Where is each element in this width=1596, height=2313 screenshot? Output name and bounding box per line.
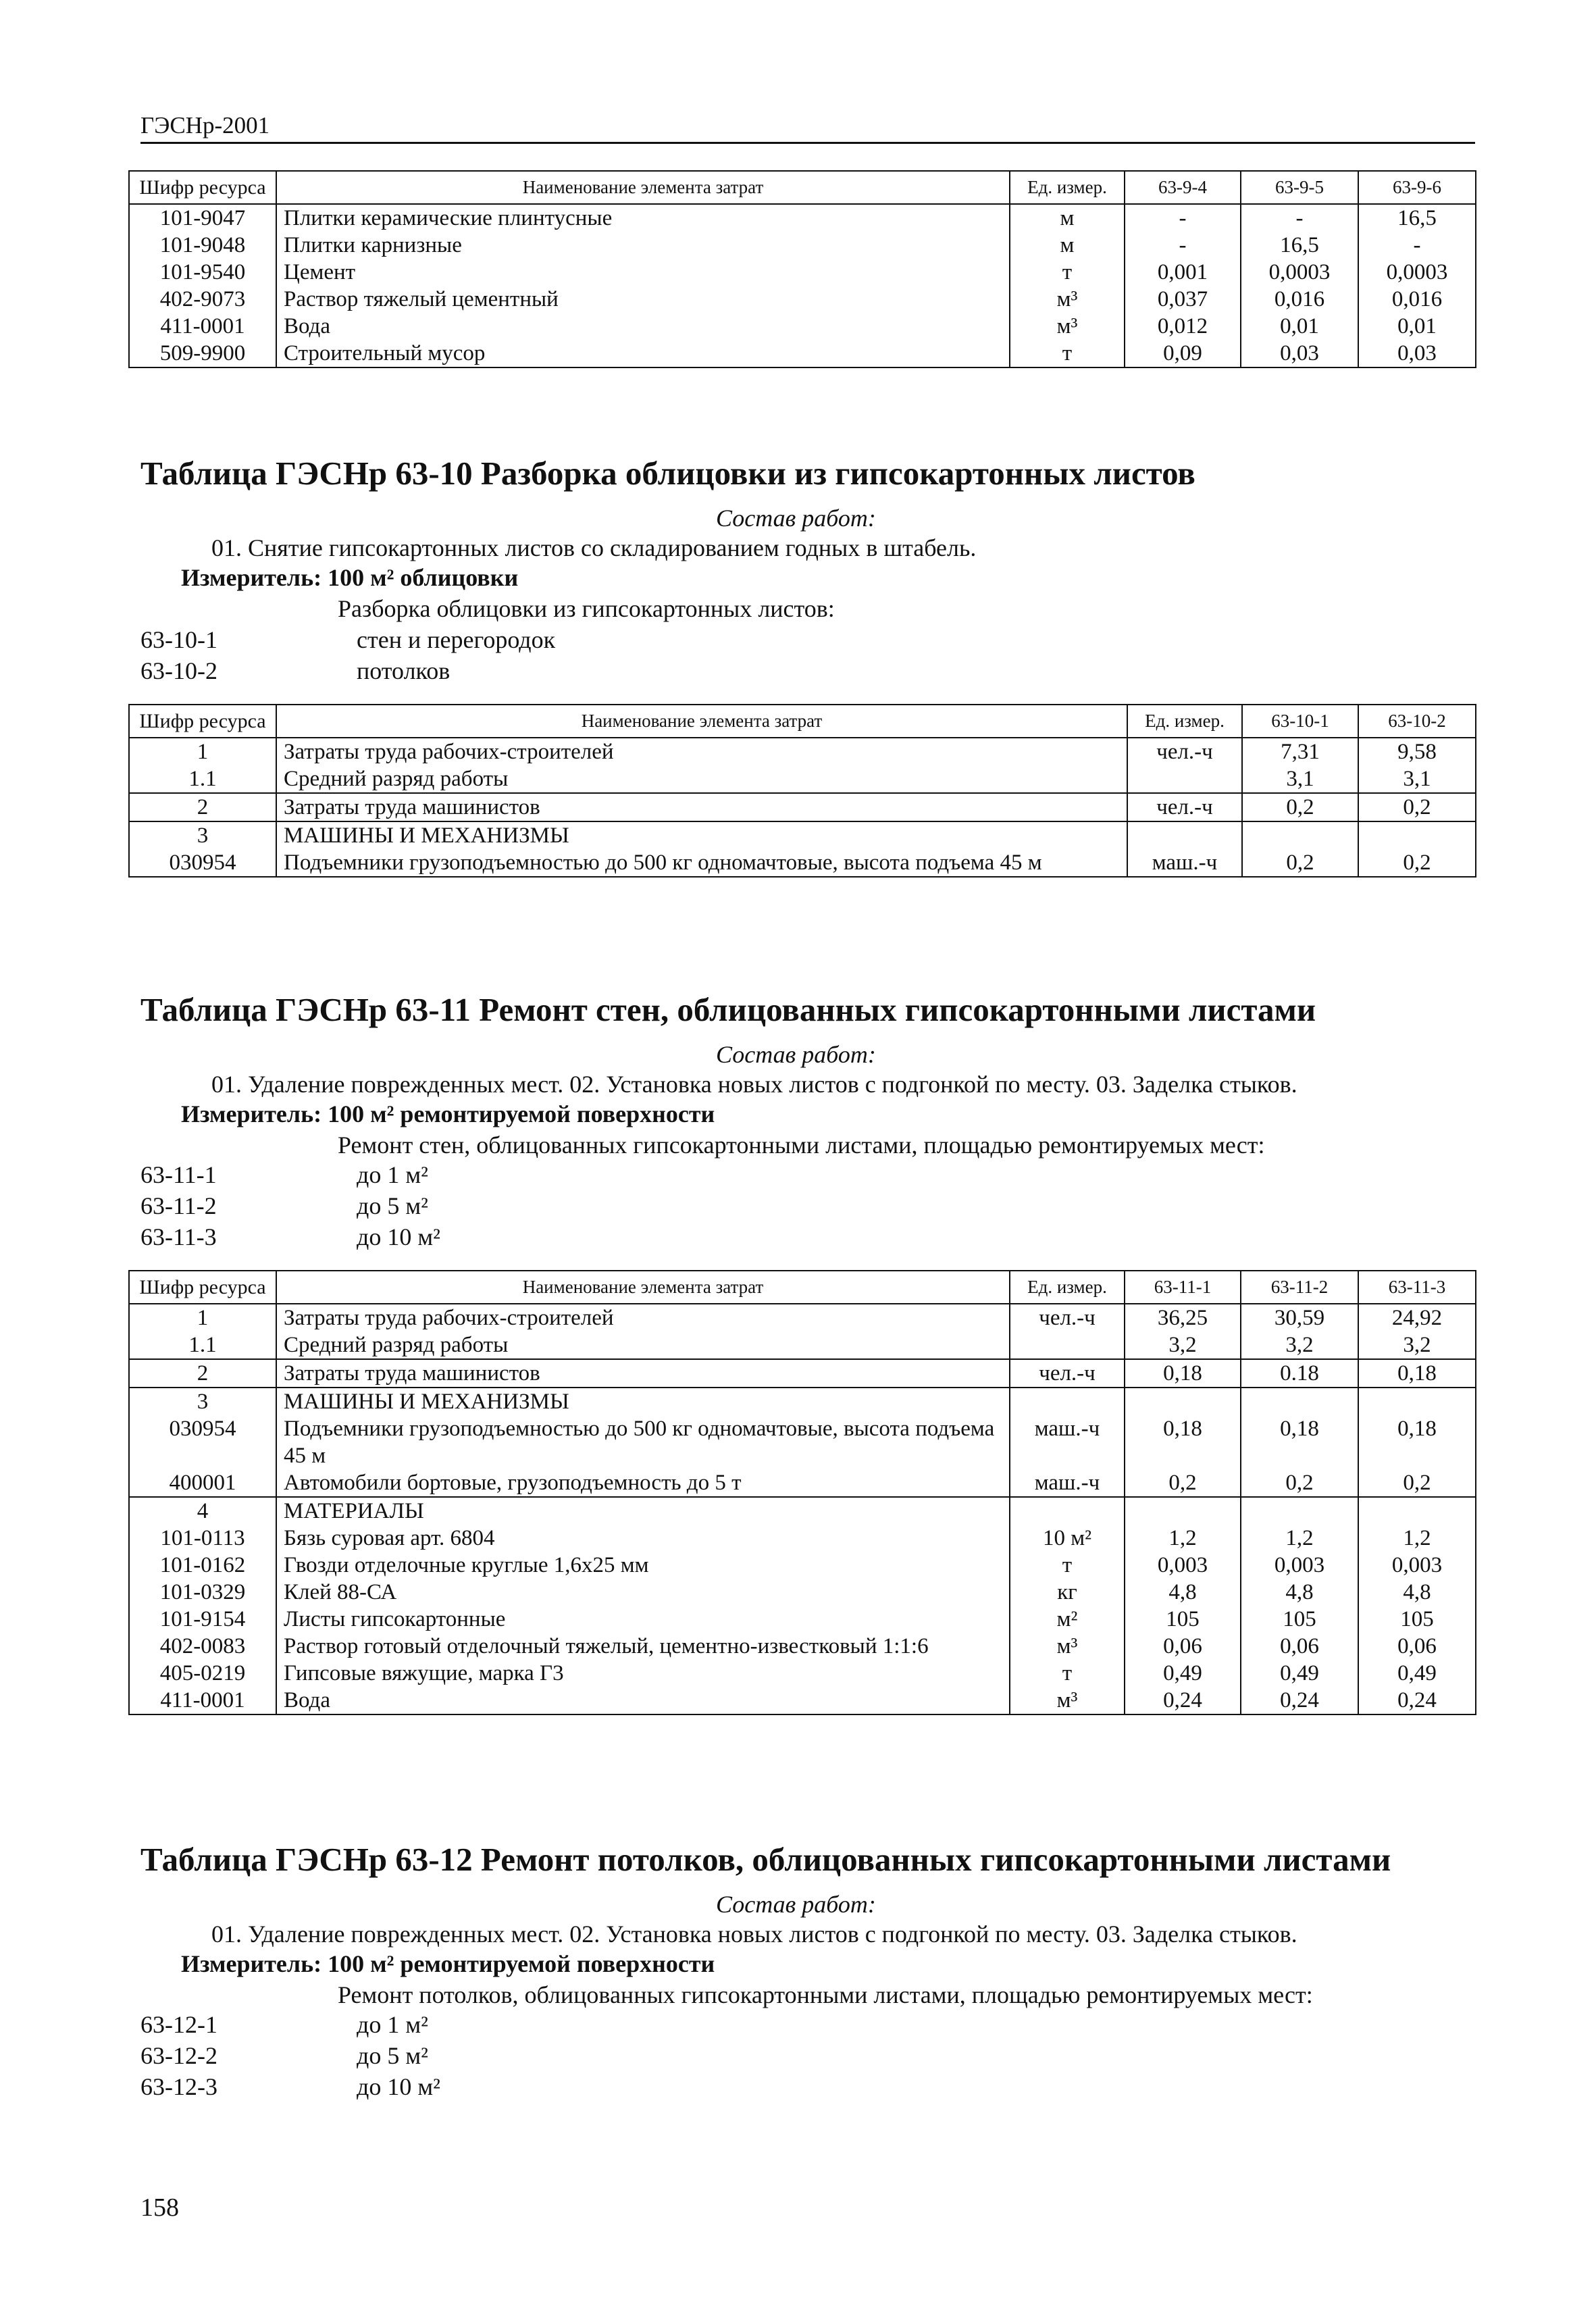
section-title: Таблица ГЭСНр 63-10 Разборка облицовки из гипсокартонных листов [140, 455, 1195, 492]
cell: 3,1 [1358, 765, 1476, 793]
cell: 0,01 [1358, 313, 1476, 340]
cell: Вода [276, 1687, 1010, 1714]
cell: 0,06 [1358, 1633, 1476, 1660]
cell: 0,2 [1242, 849, 1358, 877]
cell: 101-9154 [129, 1606, 276, 1633]
cell: Средний разряд работы [276, 1331, 1010, 1359]
cell: т [1010, 340, 1125, 367]
cell: - [1125, 204, 1241, 232]
cell: Гвозди отделочные круглые 1,6х25 мм [276, 1552, 1010, 1579]
cell: т [1010, 1552, 1125, 1579]
cell: 0,18 [1358, 1359, 1476, 1388]
cell: 0.18 [1241, 1359, 1358, 1388]
table-row [129, 1388, 1476, 1415]
works-label: Состав работ: [716, 1041, 876, 1068]
code-label: 63-12-1 [140, 2011, 217, 2038]
cell: маш.-ч [1010, 1469, 1125, 1497]
cell: м³ [1010, 1687, 1125, 1714]
cell: 0,2 [1358, 793, 1476, 821]
works-label: Состав работ: [716, 1891, 876, 1918]
cell: 1.1 [129, 1331, 276, 1359]
cell: 3,2 [1125, 1331, 1241, 1359]
cell: МАТЕРИАЛЫ [276, 1497, 1010, 1525]
table-row [129, 204, 1476, 232]
cell: 0,003 [1125, 1552, 1241, 1579]
works-text: 01. Удаление поврежденных мест. 02. Установка новых листов с подгонкой по месту. 03. Заделка стыков. [211, 1071, 1297, 1098]
cell: Раствор тяжелый цементный [276, 286, 1010, 313]
cell: 509-9900 [129, 340, 276, 367]
meter-text: Измеритель: 100 м² ремонтируемой поверхности [181, 1100, 715, 1127]
cell [1010, 1331, 1125, 1359]
cell: 0,24 [1241, 1687, 1358, 1714]
cell: Автомобили бортовые, грузоподъемность до 5 т [276, 1469, 1010, 1497]
col-header: Шифр ресурса [129, 705, 276, 738]
cell: - [1358, 232, 1476, 259]
table-63-9 [128, 170, 1476, 368]
cell: 0,06 [1125, 1633, 1241, 1660]
table-row [129, 1525, 1476, 1552]
cell: 400001 [129, 1469, 276, 1497]
cell: 0,003 [1358, 1552, 1476, 1579]
cell: 402-0083 [129, 1633, 276, 1660]
cell: МАШИНЫ И МЕХАНИЗМЫ [276, 821, 1127, 849]
cell: 1 [129, 1304, 276, 1331]
meter-text: Измеритель: 100 м² облицовки [181, 564, 519, 591]
cell: Клей 88-СА [276, 1579, 1010, 1606]
table-row [129, 1606, 1476, 1633]
cell: 3,2 [1358, 1331, 1476, 1359]
col-header: 63-10-1 [1242, 705, 1358, 738]
cell: 0,03 [1358, 340, 1476, 367]
table-row [129, 765, 1476, 793]
table-row [129, 793, 1476, 821]
cell: 0,012 [1125, 313, 1241, 340]
cell: - [1241, 204, 1358, 232]
col-header: 63-11-3 [1358, 1271, 1476, 1304]
cell: 105 [1241, 1606, 1358, 1633]
cell: 0,01 [1241, 313, 1358, 340]
cell: 24,92 [1358, 1304, 1476, 1331]
code-label: 63-11-1 [140, 1161, 217, 1188]
cell: 2 [129, 1359, 276, 1388]
cell: 3,2 [1241, 1331, 1358, 1359]
cell: 101-9047 [129, 204, 276, 232]
cell: 10 м² [1010, 1525, 1125, 1552]
cell: 405-0219 [129, 1660, 276, 1687]
col-header: Шифр ресурса [129, 1271, 276, 1304]
table-row [129, 286, 1476, 313]
cell: 0,18 [1125, 1415, 1241, 1469]
cell: 0,016 [1241, 286, 1358, 313]
cell: 402-9073 [129, 286, 276, 313]
cell: 3 [129, 821, 276, 849]
cell: 0,037 [1125, 286, 1241, 313]
intro-text: Ремонт стен, облицованных гипсокартонными листами, площадью ремонтируемых мест: [338, 1132, 1265, 1159]
code-label: 63-12-2 [140, 2042, 217, 2069]
code-label: 63-10-2 [140, 657, 217, 684]
cell: 101-0162 [129, 1552, 276, 1579]
meter-text: Измеритель: 100 м² ремонтируемой поверхности [181, 1950, 715, 1977]
table-row [129, 1331, 1476, 1359]
col-header: Наименование элемента затрат [276, 1271, 1010, 1304]
cell: Плитки керамические плинтусные [276, 204, 1010, 232]
intro-text: Разборка облицовки из гипсокартонных листов: [338, 595, 835, 622]
cell: 105 [1358, 1606, 1476, 1633]
cell: м [1010, 232, 1125, 259]
cell: Затраты труда рабочих-строителей [276, 1304, 1010, 1331]
cell: 7,31 [1242, 738, 1358, 765]
cell: 411-0001 [129, 313, 276, 340]
cell: 3 [129, 1388, 276, 1415]
cell: чел.-ч [1010, 1359, 1125, 1388]
cell: 101-9048 [129, 232, 276, 259]
code-label: 63-12-3 [140, 2073, 217, 2100]
cell: м² [1010, 1606, 1125, 1633]
table-63-11 [128, 1270, 1476, 1715]
cell: Бязь суровая арт. 6804 [276, 1525, 1010, 1552]
cell: м³ [1010, 313, 1125, 340]
cell: Гипсовые вяжущие, марка Г3 [276, 1660, 1010, 1687]
cell: Строительный мусор [276, 340, 1010, 367]
cell: Средний разряд работы [276, 765, 1127, 793]
cell [1358, 1388, 1476, 1415]
cell: 0,2 [1242, 793, 1358, 821]
cell [1127, 821, 1242, 849]
cell [1127, 765, 1242, 793]
cell: 030954 [129, 849, 276, 877]
cell: м³ [1010, 286, 1125, 313]
table-row [129, 821, 1476, 849]
cell [1358, 821, 1476, 849]
cell: 0,2 [1241, 1469, 1358, 1497]
header-rule [140, 142, 1475, 144]
cell: 4,8 [1125, 1579, 1241, 1606]
col-header: Шифр ресурса [129, 171, 276, 204]
cell [1242, 821, 1358, 849]
cell: 4,8 [1241, 1579, 1358, 1606]
code-label: 63-11-2 [140, 1192, 217, 1219]
cell: 105 [1125, 1606, 1241, 1633]
cell: Цемент [276, 259, 1010, 286]
cell: 0,24 [1358, 1687, 1476, 1714]
code-description: до 1 м² [357, 2011, 428, 2038]
table-row [129, 1552, 1476, 1579]
cell: 0,06 [1241, 1633, 1358, 1660]
cell: 30,59 [1241, 1304, 1358, 1331]
table-row [129, 1579, 1476, 1606]
table-row [129, 1469, 1476, 1497]
cell [1358, 1497, 1476, 1525]
running-header: ГЭСНр-2001 [140, 112, 270, 138]
cell [1241, 1497, 1358, 1525]
cell: 0,0003 [1358, 259, 1476, 286]
cell: 1.1 [129, 765, 276, 793]
cell: 030954 [129, 1415, 276, 1469]
cell: Листы гипсокартонные [276, 1606, 1010, 1633]
cell: Подъемники грузоподъемностью до 500 кг одномачтовые, высота подъема 45 м [276, 849, 1127, 877]
cell: т [1010, 1660, 1125, 1687]
cell: 0,03 [1241, 340, 1358, 367]
table-row [129, 340, 1476, 367]
cell: маш.-ч [1127, 849, 1242, 877]
page-number: 158 [140, 2193, 179, 2222]
cell [1125, 1388, 1241, 1415]
col-header: 63-11-2 [1241, 1271, 1358, 1304]
cell: 1,2 [1241, 1525, 1358, 1552]
cell: 1 [129, 738, 276, 765]
cell: 4,8 [1358, 1579, 1476, 1606]
table-row [129, 259, 1476, 286]
code-description: потолков [357, 657, 451, 684]
cell: чел.-ч [1010, 1304, 1125, 1331]
cell [1125, 1497, 1241, 1525]
works-text: 01. Снятие гипсокартонных листов со складированием годных в штабель. [211, 534, 977, 561]
cell: 9,58 [1358, 738, 1476, 765]
col-header: Наименование элемента затрат [276, 705, 1127, 738]
cell: 0,18 [1241, 1415, 1358, 1469]
cell: 101-9540 [129, 259, 276, 286]
code-label: 63-10-1 [140, 626, 217, 653]
cell [1010, 1497, 1125, 1525]
cell: Затраты труда рабочих-строителей [276, 738, 1127, 765]
cell: 0,49 [1241, 1660, 1358, 1687]
cell: 0,2 [1125, 1469, 1241, 1497]
cell: Затраты труда машинистов [276, 1359, 1010, 1388]
cell: чел.-ч [1127, 793, 1242, 821]
table-row [129, 738, 1476, 765]
table-row [129, 1415, 1476, 1469]
code-label: 63-11-3 [140, 1223, 217, 1250]
cell: Затраты труда машинистов [276, 793, 1127, 821]
col-header: 63-9-4 [1125, 171, 1241, 204]
cell: 4 [129, 1497, 276, 1525]
table-row [129, 1497, 1476, 1525]
cell: 0,49 [1358, 1660, 1476, 1687]
cell: 16,5 [1358, 204, 1476, 232]
col-header: Наименование элемента затрат [276, 171, 1010, 204]
col-header: 63-9-5 [1241, 171, 1358, 204]
cell: маш.-ч [1010, 1415, 1125, 1469]
table-row [129, 232, 1476, 259]
cell: - [1125, 232, 1241, 259]
col-header: 63-11-1 [1125, 1271, 1241, 1304]
works-text: 01. Удаление поврежденных мест. 02. Установка новых листов с подгонкой по месту. 03. Заделка стыков. [211, 1921, 1297, 1948]
cell: 0,24 [1125, 1687, 1241, 1714]
table-63-10 [128, 704, 1476, 878]
cell: Вода [276, 313, 1010, 340]
table-row [129, 1359, 1476, 1388]
code-description: до 10 м² [357, 1223, 440, 1250]
cell: Раствор готовый отделочный тяжелый, цементно-известковый 1:1:6 [276, 1633, 1010, 1660]
table-row [129, 1304, 1476, 1331]
cell: 16,5 [1241, 232, 1358, 259]
cell: 101-0329 [129, 1579, 276, 1606]
cell: Плитки карнизные [276, 232, 1010, 259]
cell: 2 [129, 793, 276, 821]
table-row [129, 313, 1476, 340]
cell: м³ [1010, 1633, 1125, 1660]
table-row [129, 1660, 1476, 1687]
cell: 0,016 [1358, 286, 1476, 313]
cell: 0,001 [1125, 259, 1241, 286]
code-description: до 10 м² [357, 2073, 440, 2100]
cell: 411-0001 [129, 1687, 276, 1714]
cell: 0,09 [1125, 340, 1241, 367]
code-description: до 5 м² [357, 2042, 428, 2069]
col-header: 63-9-6 [1358, 171, 1476, 204]
section-title: Таблица ГЭСНр 63-11 Ремонт стен, облицованных гипсокартонными листами [140, 991, 1316, 1028]
table-row [129, 1633, 1476, 1660]
cell: Подъемники грузоподъемностью до 500 кг одномачтовые, высота подъема 45 м [276, 1415, 1010, 1469]
col-header: Ед. измер. [1010, 171, 1125, 204]
cell: 0,2 [1358, 849, 1476, 877]
cell [1241, 1388, 1358, 1415]
col-header: Ед. измер. [1127, 705, 1242, 738]
cell: 101-0113 [129, 1525, 276, 1552]
cell: 0,2 [1358, 1469, 1476, 1497]
table-row [129, 1687, 1476, 1714]
code-description: до 5 м² [357, 1192, 428, 1219]
intro-text: Ремонт потолков, облицованных гипсокартонными листами, площадью ремонтируемых мест: [338, 1981, 1313, 2008]
cell: 0,003 [1241, 1552, 1358, 1579]
cell: кг [1010, 1579, 1125, 1606]
cell: м [1010, 204, 1125, 232]
cell: 3,1 [1242, 765, 1358, 793]
cell: 36,25 [1125, 1304, 1241, 1331]
cell: МАШИНЫ И МЕХАНИЗМЫ [276, 1388, 1010, 1415]
cell: 1,2 [1125, 1525, 1241, 1552]
col-header: 63-10-2 [1358, 705, 1476, 738]
cell: чел.-ч [1127, 738, 1242, 765]
code-description: до 1 м² [357, 1161, 428, 1188]
cell: 0,18 [1125, 1359, 1241, 1388]
section-title: Таблица ГЭСНр 63-12 Ремонт потолков, облицованных гипсокартонными листами [140, 1841, 1391, 1878]
cell: т [1010, 259, 1125, 286]
cell: 0,0003 [1241, 259, 1358, 286]
cell: 0,18 [1358, 1415, 1476, 1469]
table-row [129, 849, 1476, 877]
cell: 0,49 [1125, 1660, 1241, 1687]
cell [1010, 1388, 1125, 1415]
col-header: Ед. измер. [1010, 1271, 1125, 1304]
works-label: Состав работ: [716, 505, 876, 532]
cell: 1,2 [1358, 1525, 1476, 1552]
code-description: стен и перегородок [357, 626, 556, 653]
